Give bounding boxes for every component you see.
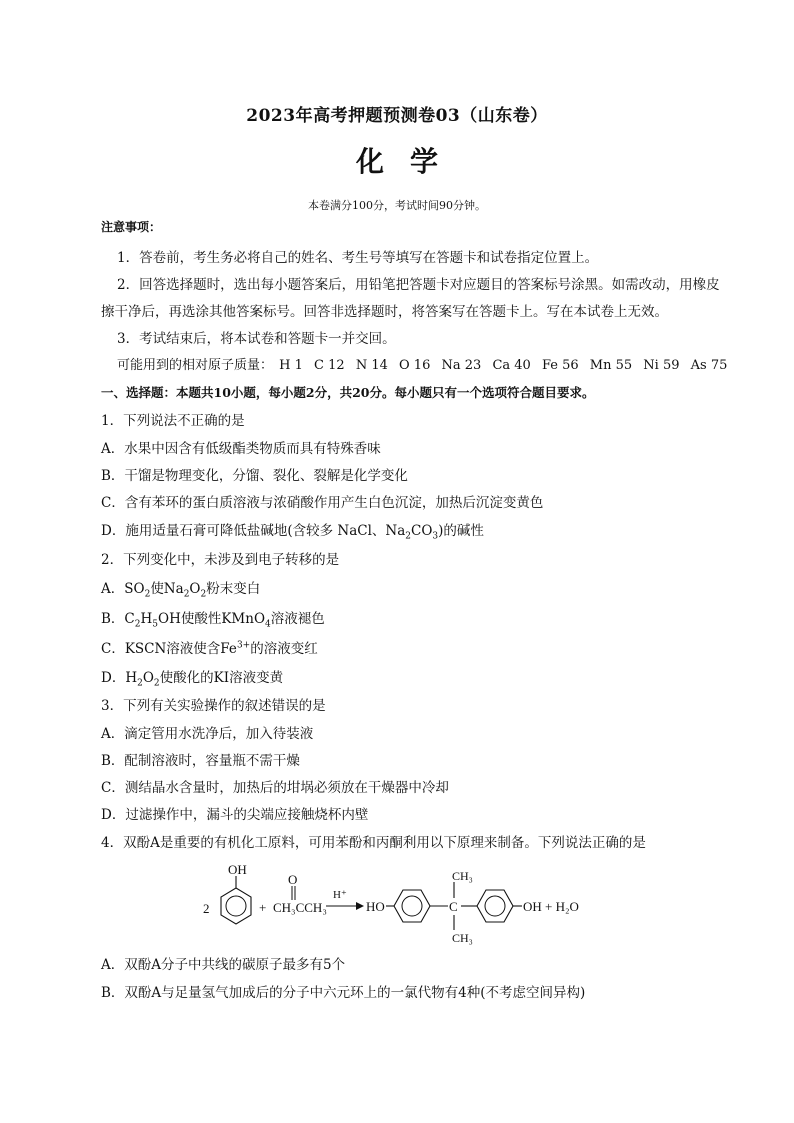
acetone-formula: CH₃CCH₃ xyxy=(273,900,327,915)
subscript: 2 xyxy=(200,589,207,600)
q2-option-d-text: D．H xyxy=(101,670,138,686)
atomic-mass-line xyxy=(117,357,734,375)
q2-option-c-text: C．KSCN溶液使含Fe xyxy=(101,641,237,657)
methyl-top: CH₃ xyxy=(452,869,473,883)
subscript: 2 xyxy=(144,589,151,600)
atomic-mass: Na 23 xyxy=(441,358,482,373)
benzene-ring-right xyxy=(477,890,513,922)
q1-option-a: A．水果中因含有低级酯类物质而具有特殊香味 xyxy=(101,441,381,457)
q4-stem: 4．双酚A是重要的有机化工原料，可用苯酚和丙酮利用以下原理来制备。下列说法正确的是 xyxy=(101,835,646,851)
q2-option-d xyxy=(101,669,283,687)
q3-option-a: A．滴定管用水洗净后，加入待装液 xyxy=(101,726,314,742)
notice-item-1: 1．答卷前，考生务必将自己的姓名、考生号等填写在答题卡和试卷指定位置上。 xyxy=(117,250,599,266)
atomic-mass: C 12 xyxy=(314,358,345,373)
atomic-mass-label: 可能用到的相对原子质量： xyxy=(117,358,274,373)
q2-option-d-text: O xyxy=(142,670,154,686)
atomic-mass: N 14 xyxy=(355,358,388,373)
q1-option-d-text: CO xyxy=(411,523,433,539)
subscript: 5 xyxy=(152,619,158,630)
q1-option-d xyxy=(101,522,484,540)
q2-option-a xyxy=(101,580,260,598)
reaction-equation xyxy=(196,860,636,950)
subscript: 2 xyxy=(405,531,411,542)
q3-stem: 3．下列有关实验操作的叙述错误的是 xyxy=(101,698,326,714)
q4-option-a: A．双酚A分子中共线的碳原子最多有5个 xyxy=(101,957,346,973)
central-carbon: C xyxy=(449,899,458,914)
q3-option-d: D．过滤操作中，漏斗的尖端应接触烧杯内壁 xyxy=(101,807,369,823)
q2-option-b-text: OH使酸性KMnO xyxy=(158,611,266,627)
paper-meta: 本卷满分100分，考试时间90分钟。 xyxy=(308,199,486,212)
atomic-mass: Mn 55 xyxy=(589,358,633,373)
q2-option-b-text: B．C xyxy=(101,611,135,627)
q2-option-a-text: A．SO xyxy=(101,581,145,597)
notice-item-2: 2．回答选择题时，选出每小题答案后，用铅笔把答题卡对应题目的答案标号涂黑。如需改动，用橡皮 xyxy=(117,277,720,293)
atomic-mass: O 16 xyxy=(399,358,431,373)
section-heading: 一、选择题：本题共10小题，每小题2分，共20分。每小题只有一个选项符合题目要求。 xyxy=(101,385,595,400)
subscript: 2 xyxy=(134,619,141,630)
atomic-mass: Ni 59 xyxy=(643,358,680,373)
aromatic-circle xyxy=(485,896,505,916)
arrow-head xyxy=(356,902,364,910)
atomic-mass: H 1 xyxy=(279,358,303,373)
subscript: 2 xyxy=(183,589,190,600)
superscript: 3+ xyxy=(236,640,251,651)
subscript: 2 xyxy=(137,678,143,689)
benzene-ring-left xyxy=(394,890,430,922)
carbonyl-oxygen: O xyxy=(288,872,298,887)
q1-option-d-text: )的碱性 xyxy=(438,523,484,539)
q3-option-b: B．配制溶液时，容量瓶不需干燥 xyxy=(101,753,300,769)
aromatic-circle xyxy=(226,896,246,916)
atomic-mass: As 75 xyxy=(690,358,728,373)
q2-option-b xyxy=(101,610,325,628)
q1-stem: 1．下列说法不正确的是 xyxy=(101,413,245,429)
q2-option-b-text: 溶液褪色 xyxy=(270,611,325,627)
q1-option-b: B．干馏是物理变化，分馏、裂化、裂解是化学变化 xyxy=(101,468,408,484)
subject-title: 化学 xyxy=(355,145,464,178)
q4-option-b: B．双酚A与足量氢气加成后的分子中六元环上的一氯代物有4种(不考虑空间异构) xyxy=(101,985,586,1001)
q2-stem: 2．下列变化中，未涉及到电子转移的是 xyxy=(101,552,340,568)
subscript: 2 xyxy=(153,678,160,689)
q2-option-d-text: 使酸化的KI溶液变黄 xyxy=(159,670,284,686)
q2-option-a-text: 使Na xyxy=(150,581,184,597)
q3-option-c: C．测结晶水含量时，加热后的坩埚必须放在干燥器中冷却 xyxy=(101,780,449,796)
product-ho: HO xyxy=(366,899,385,914)
q2-option-a-text: O xyxy=(189,581,201,597)
notice-heading: 注意事项： xyxy=(101,220,162,234)
q2-option-c-text: 的溶液变红 xyxy=(250,641,318,657)
subscript: 4 xyxy=(265,619,271,630)
q2-option-c xyxy=(101,640,318,658)
notice-item-3: 3．考试结束后，将本试卷和答题卡一并交回。 xyxy=(117,331,396,347)
notice-item-2-cont: 擦干净后，再选涂其他答案标号。回答非选择题时，将答案写在答题卡上。写在本试卷上无效。 xyxy=(101,304,668,320)
aromatic-circle xyxy=(402,896,422,916)
paper-title: 2023年高考押题预测卷03（山东卷） xyxy=(246,106,548,126)
catalyst-label: H⁺ xyxy=(333,889,347,901)
methyl-bottom: CH₃ xyxy=(452,931,473,945)
q1-option-d-text: D．施用适量石膏可降低盐碱地(含较多 NaCl、Na xyxy=(101,523,406,539)
eq-coefficient: 2 xyxy=(203,901,210,916)
q2-option-a-text: 粉末变白 xyxy=(206,581,261,597)
plus-sign: + xyxy=(259,900,267,915)
subscript: 3 xyxy=(432,531,439,542)
phenol-oh: OH xyxy=(228,862,247,877)
product-tail: OH + H₂O xyxy=(523,899,579,914)
q1-option-c: C．含有苯环的蛋白质溶液与浓硝酸作用产生白色沉淀，加热后沉淀变黄色 xyxy=(101,495,544,511)
q2-option-b-text: H xyxy=(140,611,153,627)
atomic-mass: Ca 40 xyxy=(492,358,531,373)
atomic-mass: Fe 56 xyxy=(541,358,579,373)
